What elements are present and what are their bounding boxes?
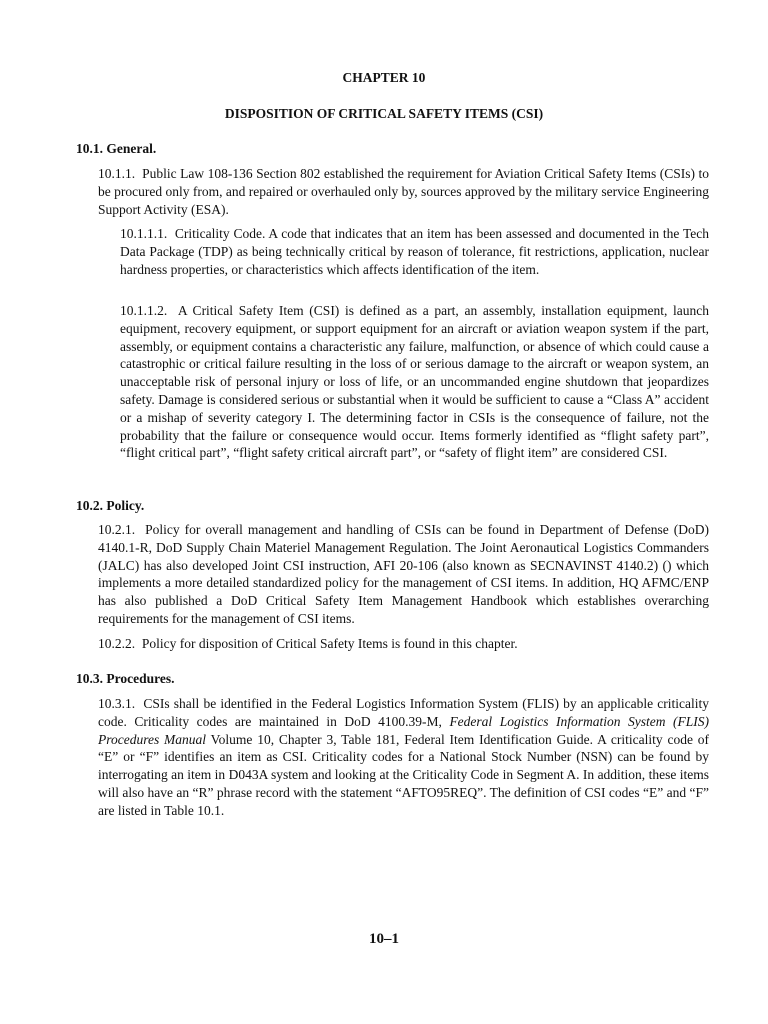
paragraph-text: A Critical Safety Item (CSI) is defined as a part, an assembly, installation equipment, launch equipment, recovery equipment, or support equipment for an aircraft or aviation weapon system if the part, assembly, or equipment contains a characteristic any failure, malfunction, or absence of which could cause a catastrophic or critical failure resulting in the loss of or serious damage to the aircraft or weapon system, an unacceptable risk of personal injury or loss of life, or an uncommanded engine shutdown that jeopardizes safety. Damage is considered serious or substantial when it would be sufficient to cause a “Class A” accident or a mishap of severity category I. The determining factor in CSIs is the consequence of failure, not the probability that the failure or consequence would occur. Items formerly identified as “flight safety part”, “flight critical part”, “flight safety critical aircraft part”, or “safety of flight item” are considered CSI. — [120, 303, 710, 461]
section-heading-general: 10.1. General. — [76, 141, 157, 156]
paragraph-number: 10.2.2. — [98, 636, 136, 651]
paragraph-10-1-1-2 — [120, 302, 709, 462]
paragraph-number: 10.1.1.2. — [120, 303, 168, 318]
manual-title-italic: Federal Logistics Information System (FLIS) Procedures Manual — [98, 713, 709, 747]
paragraph-text-continued: Volume 10, Chapter 3, Table 181, Federal Item Identification Guide. A criticality code of “E” or “F” identifies an item as CSI. Criticality codes for a National Stock Number (NSN) can be found by interrogating an item in D043A system and looking at the Criticality Code in Segment A. In addition, these items will also have an “R” phrase record with the statement “AFTO95REQ”. The definition of CSI codes “E” and “F” are listed in Table 10.1. — [98, 731, 710, 818]
paragraph-text: CSIs shall be identified in the Federal Logistics Information System (FLIS) by an applicable criticality code. Criticality codes are maintained in DoD 4100.39-M, — [98, 696, 709, 729]
paragraph-text: Public Law 108-136 Section 802 established the requirement for Aviation Critical Safety Items (CSIs) to be procured only from, and repaired or overhauled only by, sources approved by the military service Engineering Support Activity (ESA). — [98, 166, 709, 217]
paragraph-10-2-1 — [98, 521, 709, 628]
paragraph-number: 10.2.1. — [98, 522, 136, 537]
paragraph-number: 10.1.1.1. — [120, 226, 168, 241]
paragraph-10-1-1 — [98, 165, 709, 218]
section-heading-procedures: 10.3. Procedures. — [76, 671, 175, 686]
page-number: 10–1 — [369, 931, 399, 947]
paragraph-10-2-2 — [98, 635, 709, 653]
paragraph-text: Policy for disposition of Critical Safety Items is found in this chapter. — [141, 636, 518, 651]
section-heading-policy: 10.2. Policy. — [76, 498, 145, 513]
chapter-label: CHAPTER 10 — [342, 70, 426, 85]
paragraph-text: Policy for overall management and handling of CSIs can be found in Department of Defense (DoD) 4140.1-R, DoD Supply Chain Materiel Management Regulation. The Joint Aeronautical Logistics Commanders (JALC) has also developed Joint CSI instruction, AFI 20-106 (also known as SECNAVINST 4140.2) () which implements a more detailed standardized policy for the management of CSI items. In addition, HQ AFMC/ENP has also published a DoD Critical Safety Item Management Handbook which establishes overarching requirements for the management of CSI items. — [98, 522, 710, 626]
paragraph-10-3-1 — [98, 695, 709, 820]
paragraph-text: Criticality Code. A code that indicates that an item has been assessed and documented in the Tech Data Package (TDP) as being technically critical by reason of tolerance, fit restrictions, application, nuclear hardness properties, or characteristics which affects identification of the item. — [120, 226, 709, 277]
chapter-title: DISPOSITION OF CRITICAL SAFETY ITEMS (CSI) — [224, 106, 544, 121]
paragraph-10-1-1-1 — [120, 225, 709, 278]
paragraph-number: 10.3.1. — [98, 696, 136, 711]
paragraph-number: 10.1.1. — [98, 166, 136, 181]
